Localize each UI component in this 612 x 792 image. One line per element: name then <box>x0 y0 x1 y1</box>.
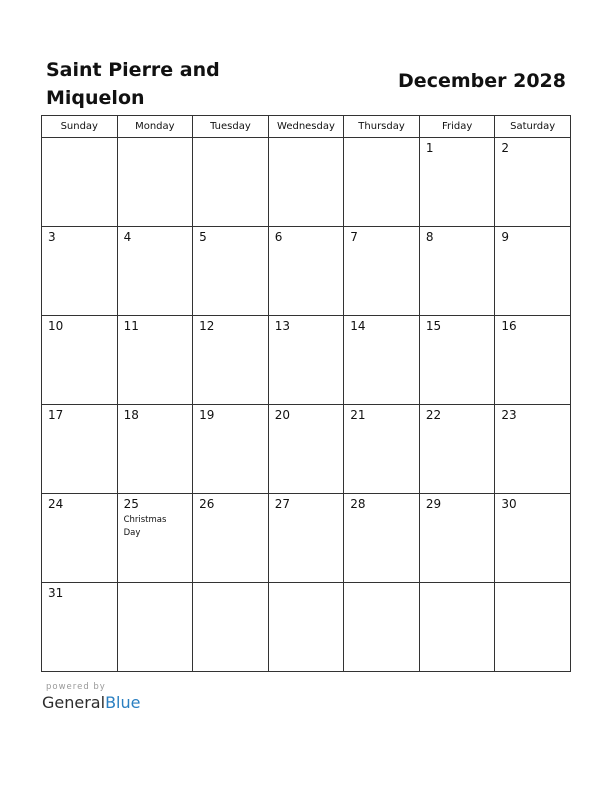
week-row <box>42 494 571 583</box>
day-cell <box>268 138 344 227</box>
day-cell <box>193 405 269 494</box>
day-number: 12 <box>199 319 215 333</box>
day-number <box>269 138 344 141</box>
weekday-wednesday: Wednesday <box>268 116 344 138</box>
day-number <box>420 583 495 586</box>
day-number: 4 <box>123 230 132 244</box>
week-row <box>42 583 571 672</box>
day-number <box>344 138 419 141</box>
day-number: 29 <box>425 497 442 511</box>
day-number: 13 <box>274 319 290 333</box>
day-cell <box>344 494 420 583</box>
day-cell <box>495 583 571 672</box>
day-number <box>193 583 268 586</box>
month-title: December 2028 <box>398 70 566 92</box>
week-row <box>42 405 571 494</box>
day-cell <box>495 227 571 316</box>
holiday-label-line1: Christmas <box>123 515 167 525</box>
region-title-line1: Saint Pierre and <box>46 59 220 81</box>
day-cell <box>193 583 269 672</box>
day-cell <box>344 227 420 316</box>
day-number: 30 <box>501 497 517 511</box>
holiday-label <box>118 511 193 540</box>
day-number: 1 <box>425 141 434 155</box>
day-cell <box>193 227 269 316</box>
powered-by-label: powered by <box>46 682 106 692</box>
day-number <box>344 583 419 586</box>
day-number: 2 <box>501 141 510 155</box>
day-cell <box>419 316 495 405</box>
day-cell <box>419 405 495 494</box>
day-cell <box>117 138 193 227</box>
day-number: 22 <box>425 408 442 422</box>
day-cell <box>268 583 344 672</box>
day-cell <box>117 405 193 494</box>
day-number: 27 <box>274 497 290 511</box>
day-cell <box>419 494 495 583</box>
day-number: 28 <box>350 497 366 511</box>
day-cell <box>117 227 193 316</box>
day-cell <box>268 316 344 405</box>
day-number: 19 <box>199 408 215 422</box>
day-cell <box>495 494 571 583</box>
day-number: 18 <box>123 408 139 422</box>
weekday-header-row <box>42 116 571 138</box>
day-number: 17 <box>48 408 64 422</box>
day-cell <box>495 405 571 494</box>
day-number: 16 <box>501 319 517 333</box>
day-number: 31 <box>48 586 64 600</box>
region-title <box>46 56 236 112</box>
day-number: 5 <box>199 230 207 244</box>
weekday-thursday: Thursday <box>344 116 420 138</box>
day-cell <box>268 405 344 494</box>
day-cell <box>495 138 571 227</box>
day-cell <box>268 494 344 583</box>
day-cell-holiday <box>117 494 193 583</box>
day-cell <box>42 316 118 405</box>
day-cell <box>42 138 118 227</box>
calendar-grid <box>41 115 571 672</box>
region-title-line2: Miquelon <box>46 87 145 109</box>
day-cell <box>419 138 495 227</box>
day-number: 23 <box>501 408 517 422</box>
day-number <box>42 138 117 141</box>
day-cell <box>117 583 193 672</box>
day-number: 10 <box>48 319 64 333</box>
day-number: 6 <box>274 230 283 244</box>
day-number: 26 <box>199 497 215 511</box>
day-cell <box>419 583 495 672</box>
weekday-sunday: Sunday <box>42 116 118 138</box>
weekday-saturday: Saturday <box>495 116 571 138</box>
day-cell <box>268 227 344 316</box>
day-cell <box>193 494 269 583</box>
day-number: 14 <box>350 319 366 333</box>
day-number: 7 <box>350 230 358 244</box>
day-cell <box>344 405 420 494</box>
day-number: 20 <box>274 408 290 422</box>
day-number <box>118 138 193 141</box>
day-number: 15 <box>425 319 442 333</box>
day-number: 8 <box>425 230 434 244</box>
day-cell <box>42 583 118 672</box>
day-number: 11 <box>123 319 139 333</box>
logo-word-general: General <box>42 693 106 712</box>
day-cell <box>344 316 420 405</box>
day-cell <box>117 316 193 405</box>
week-row <box>42 138 571 227</box>
day-number <box>269 583 344 586</box>
day-cell <box>42 405 118 494</box>
day-number: 3 <box>48 230 56 244</box>
day-number: 24 <box>48 497 64 511</box>
day-cell <box>42 227 118 316</box>
holiday-label-line2: Day <box>123 528 141 538</box>
weekday-monday: Monday <box>117 116 193 138</box>
weekday-friday: Friday <box>419 116 495 138</box>
logo-word-blue: Blue <box>105 693 141 712</box>
day-number: 25 <box>123 497 139 511</box>
weekday-tuesday: Tuesday <box>193 116 269 138</box>
day-number: 9 <box>501 230 510 244</box>
day-number <box>495 583 570 586</box>
day-number <box>193 138 268 141</box>
day-cell <box>193 316 269 405</box>
week-row <box>42 316 571 405</box>
day-number <box>118 583 193 586</box>
day-cell <box>419 227 495 316</box>
day-cell <box>193 138 269 227</box>
day-number: 21 <box>350 408 366 422</box>
day-cell <box>495 316 571 405</box>
generalblue-logo[interactable] <box>42 693 140 712</box>
day-cell <box>344 583 420 672</box>
day-cell <box>42 494 118 583</box>
week-row <box>42 227 571 316</box>
day-cell <box>344 138 420 227</box>
